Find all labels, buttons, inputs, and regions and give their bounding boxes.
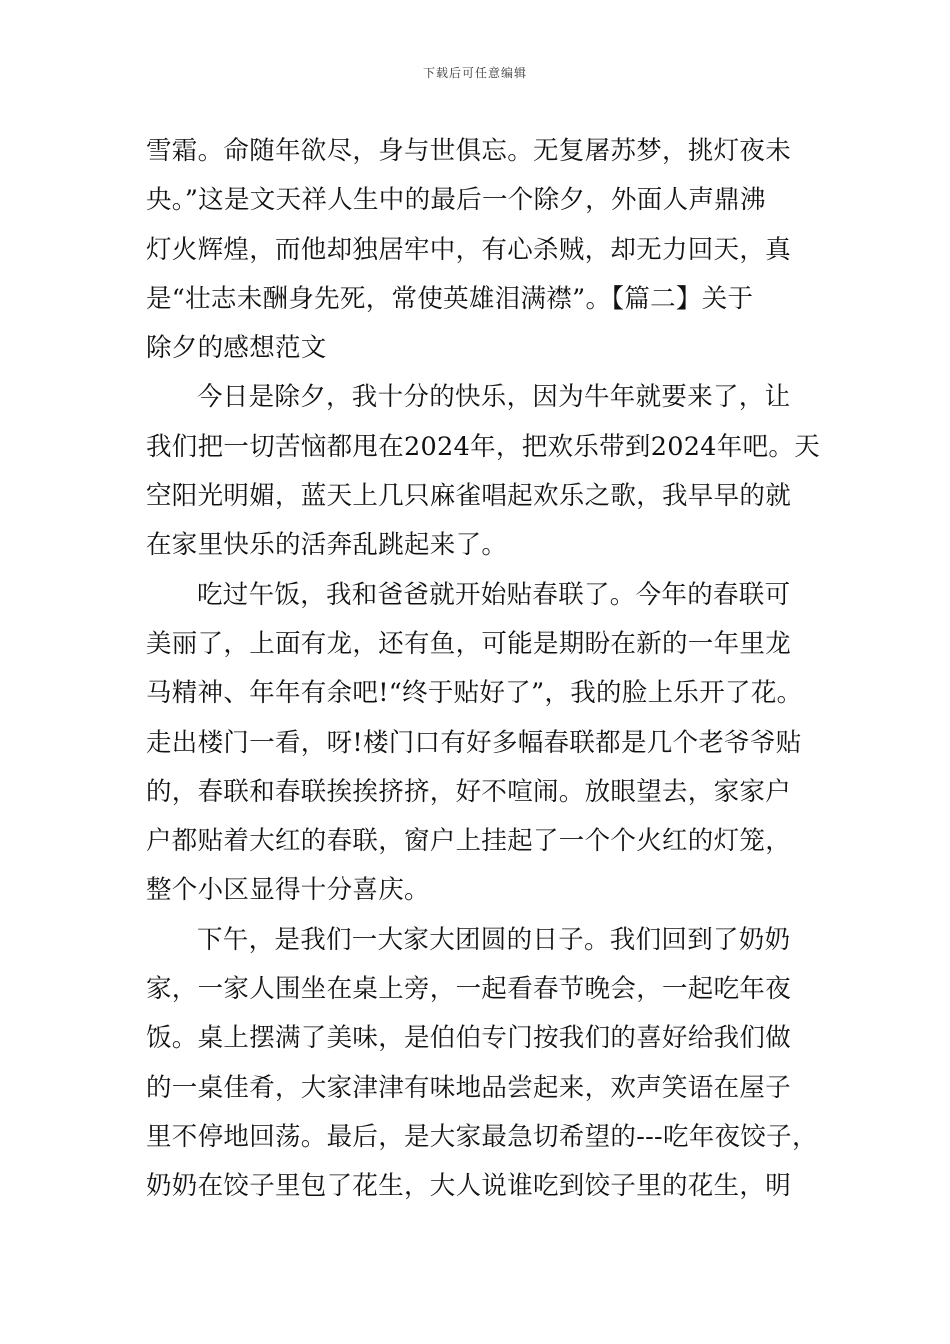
text-line: 是“壮志未酬身先死，常使英雄泪满襟”。【篇二】关于 bbox=[146, 283, 754, 314]
text-line: 户都贴着大红的春联，窗户上挂起了一个个火红的灯笼， bbox=[146, 826, 792, 857]
text-line: 家，一家人围坐在桌上旁，一起看春节晚会，一起吃年夜 bbox=[146, 974, 792, 1005]
text-line: 央。”这是文天祥人生中的最后一个除夕，外面人声鼎沸 bbox=[146, 185, 766, 216]
text-line: 雪霜。命随年欲尽，身与世俱忘。无复屠苏梦，挑灯夜未 bbox=[146, 136, 792, 166]
text-line: 的一桌佳肴，大家津津有味地品尝起来，欢声笑语在屋子 bbox=[146, 1072, 792, 1103]
text-line: 马精神、年年有余吧!“终于贴好了”，我的脸上乐开了花。 bbox=[146, 678, 803, 709]
text-line: 里不停地回荡。最后，是大家最急切希望的---吃年夜饺子， bbox=[146, 1121, 818, 1152]
text-line: 奶奶在饺子里包了花生，大人说谁吃到饺子里的花生，明 bbox=[146, 1171, 792, 1202]
text-line: 的，春联和春联挨挨挤挤，好不喧闹。放眼望去，家家户 bbox=[146, 776, 792, 807]
paragraph-start-line: 吃过午饭，我和爸爸就开始贴春联了。今年的春联可 bbox=[197, 579, 791, 610]
text-line: 灯火辉煌，而他却独居牢中，有心杀贼，却无力回天，真 bbox=[146, 234, 792, 265]
paragraph-start-line: 下午，是我们一大家大团圆的日子。我们回到了奶奶 bbox=[197, 924, 791, 955]
text-line: 走出楼门一看，呀!楼门口有好多幅春联都是几个老爷爷贴 bbox=[146, 727, 802, 758]
text-line: 饭。桌上摆满了美味，是伯伯专门按我们的喜好给我们做 bbox=[146, 1023, 792, 1054]
text-line: 美丽了，上面有龙，还有鱼，可能是期盼在新的一年里龙 bbox=[146, 628, 792, 659]
text-line: 在家里快乐的活奔乱跳起来了。 bbox=[146, 530, 508, 561]
paragraph-start-line: 今日是除夕，我十分的快乐，因为牛年就要来了，让 bbox=[197, 382, 791, 413]
page-header: 下载后可任意编辑 bbox=[422, 66, 527, 80]
text-line: 我们把一切苦恼都甩在2024年，把欢乐带到2024年吧。天 bbox=[146, 431, 820, 462]
document-body bbox=[146, 127, 820, 1212]
text-line: 整个小区显得十分喜庆。 bbox=[146, 875, 430, 906]
section-title-line: 除夕的感想范文 bbox=[146, 333, 327, 364]
text-line: 空阳光明媚，蓝天上几只麻雀唱起欢乐之歌，我早早的就 bbox=[146, 481, 792, 512]
